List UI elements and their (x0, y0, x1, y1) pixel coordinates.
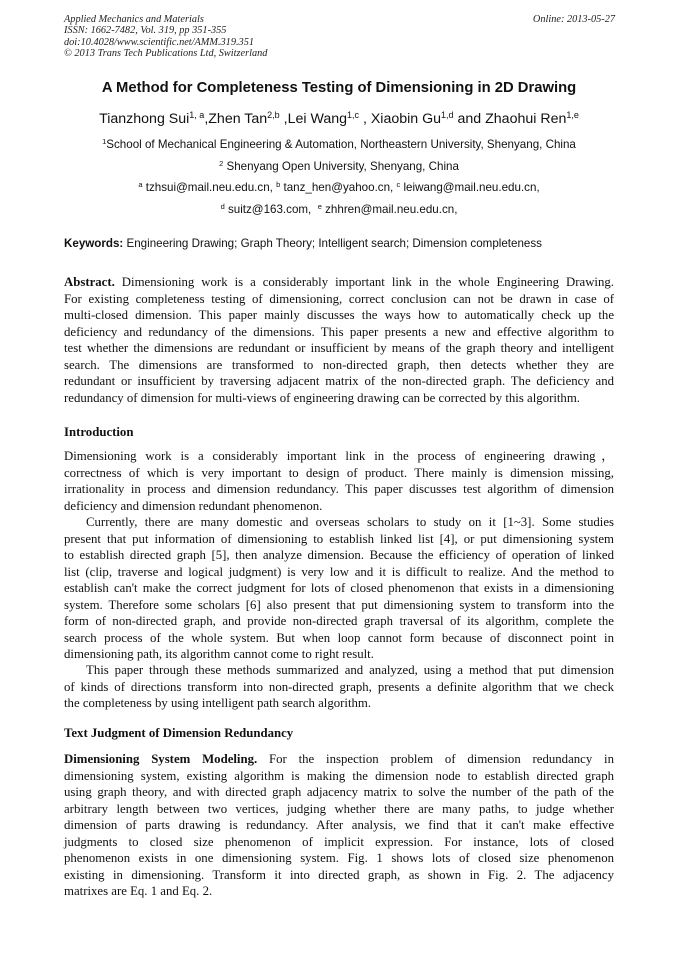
paragraph-line: dimension of parts drawing is redundancy. After analysis, we find that it can't make effective (64, 818, 614, 832)
email-text: tzhsui@mail.neu.edu.cn, (142, 181, 273, 194)
email-sup: e (317, 202, 322, 211)
abstract-line: For existing completeness testing of dimensioning, correct conclusion can not be drawn in case of (64, 291, 614, 306)
paragraph-line: matrixes are Eq. 1 and Eq. 2. (64, 884, 213, 898)
email-text: leiwang@mail.neu.edu.cn, (400, 181, 540, 194)
author-sup: 1,c (347, 110, 360, 120)
journal-doi: doi:10.4028/www.scientific.net/AMM.319.351 (64, 36, 254, 48)
abstract-text: Dimensioning work is a considerably important link in the whole Engineering Drawing. (114, 275, 614, 289)
paragraph-line: form of non-directed graph, and provide non-directed graph traversal of its algorithm, complete the (64, 614, 614, 628)
paragraph-line: arbitrary length between two vertices, judging whether there are many paths, to judge whether (64, 801, 614, 816)
section-heading-introduction: Introduction (64, 425, 134, 439)
email-sup: a (138, 180, 143, 189)
paragraph-line (64, 751, 614, 768)
affiliation-sup: 1 (102, 137, 107, 146)
paragraph-text: For the inspection problem of dimension redundancy in (257, 752, 614, 766)
paragraph-line: using graph theory, and with directed graph adjacency matrix to solve the number of the path of the (64, 785, 614, 799)
email-line-2 (0, 203, 678, 216)
paragraph-line: correctness of which is very important to design of product. There mainly is dimension missing, (64, 465, 614, 480)
author-sup: 1,d (441, 110, 454, 120)
paragraph-line: present that put information of dimensioning to establish linked list [4], or put dimensioning system (64, 531, 614, 546)
author-name: Lei Wang (287, 111, 347, 127)
journal-issn: ISSN: 1662-7482, Vol. 319, pp 351-355 (64, 25, 227, 37)
journal-copyright: © 2013 Trans Tech Publications Ltd, Switzerland (64, 47, 268, 59)
abstract-line: redundant or insufficient by traversing adjacent matrix of the non-directed graph. The deficiency and (64, 374, 614, 388)
abstract-line (64, 274, 614, 291)
author-sep: , (359, 111, 371, 127)
keywords-text: Engineering Drawing; Graph Theory; Intelligent search; Dimension completeness (123, 237, 542, 250)
introduction-paragraph-3 (64, 662, 614, 712)
paragraph-line: judgments to closed size phenomenon of implicit expression. For instance, lots of closed (64, 834, 614, 849)
author-sup: 1,e (566, 110, 579, 120)
abstract-line: test whether the dimensions are redundant or insufficient by means of the graph theory and intelligent (64, 341, 614, 355)
paragraph-line: phenomenon exists in one dimensioning system. Fig. 1 shows lots of closed size phenomenon (64, 851, 614, 865)
paragraph-line: to establish directed graph [5], then analyze dimension. Because the efficiency of operation of linked (64, 548, 614, 562)
abstract-line: redundancy of dimension for multi-views of engineering drawing can be corrected by this algorithm. (64, 390, 580, 405)
paragraph-line: of kinds of directions transform into non-directed graph, presents a definite algorithm that we check (64, 679, 614, 694)
paragraph-line: This paper through these methods summarized and analyzed, using a method that put dimension (86, 663, 614, 677)
paragraph-line: irrationality in process and dimension redundancy. This paper discusses test algorithm of dimension (64, 482, 614, 496)
paragraph-line: the completeness by using intelligent path search algorithm. (64, 696, 372, 710)
author-sep: , (279, 111, 288, 127)
paragraph-line: establish can't make the correct judgment for lots of closed phenomenon that exists in a dimensioning (64, 581, 614, 595)
author-sep: and (453, 111, 486, 127)
email-text: zhhren@mail.neu.edu.cn, (321, 203, 458, 216)
author-name: Tianzhong Sui (99, 111, 190, 127)
abstract-line: deficiency and redundancy of the dimensions. This paper presents a new and effective algorithm to (64, 324, 614, 339)
keywords-label: Keywords: (64, 237, 124, 250)
affiliation-text: School of Mechanical Engineering & Automation, Northeastern University, Shenyang, China (106, 138, 576, 151)
affiliation-text: Shenyang Open University, Shenyang, China (223, 160, 459, 173)
paragraph-line: deficiency and dimension redundant phenomenon. (64, 498, 323, 513)
author-name: Zhen Tan (208, 111, 268, 127)
affiliation-sup: 2 (219, 159, 224, 168)
author-sup: 2,b (267, 110, 280, 120)
affiliation-1 (0, 138, 678, 151)
author-sup: 1, a (189, 110, 205, 120)
online-date-text: Online: 2013-05-27 (532, 14, 615, 25)
author-name: Xiaobin Gu (370, 111, 442, 127)
email-sup: c (396, 180, 401, 189)
email-text: tanz_hen@yahoo.cn, (280, 181, 394, 194)
subsection-lead: Dimensioning System Modeling. (64, 752, 258, 766)
email-line-1 (0, 181, 678, 194)
abstract-label: Abstract. (64, 275, 115, 289)
paragraph-line: dimensioning path, its algorithm cannot come to right result. (64, 647, 374, 661)
online-date (533, 14, 615, 25)
paragraph-line: list (clip, traverse and logical judgment) is very low and it is difficult to realize. And the method to (64, 564, 614, 579)
abstract-line: search. The dimensions are transformed to non-directed graph, then detects whether they are (64, 357, 614, 372)
keywords (64, 237, 624, 250)
journal-header (64, 14, 267, 59)
section-heading-dimension-redundancy: Text Judgment of Dimension Redundancy (64, 726, 294, 740)
email-sup: d (220, 202, 225, 211)
abstract (64, 274, 614, 406)
paragraph-line: Dimensioning work is a considerably important link in the process of engineering drawing， (64, 449, 614, 463)
paragraph-line: search process of the whole system. But when loop cannot form because of disconnect point in (64, 630, 614, 645)
introduction-paragraph-1 (64, 448, 614, 514)
journal-name: Applied Mechanics and Materials (64, 14, 204, 25)
paragraph-line: dimensioning system, existing algorithm is making the dimension node to establish directed graph (64, 768, 614, 783)
author-name: Zhaohui Ren (485, 111, 567, 127)
abstract-line: multi-closed dimension. This paper mainly discusses the ways how to automatically check up the (64, 308, 614, 322)
paper-title: A Method for Completeness Testing of Dimensioning in 2D Drawing (101, 80, 577, 96)
author-sep: , (204, 111, 209, 127)
paragraph-line: system. Therefore some scholars [6] also present that put dimensioning system to transform into the (64, 597, 614, 612)
dimension-redundancy-paragraph (64, 751, 614, 900)
paragraph-line: Currently, there are many domestic and overseas scholars to study on it [1~3]. Some studies (86, 515, 614, 529)
author-list (0, 111, 678, 127)
email-sup: b (276, 180, 281, 189)
introduction-paragraph-2 (64, 514, 614, 663)
email-text: suitz@163.com, (224, 203, 312, 216)
affiliation-2 (0, 160, 678, 173)
paragraph-line: existing in dimensioning. Transform it into directed graph, as shown in Fig. 2. The adjacency (64, 867, 614, 882)
